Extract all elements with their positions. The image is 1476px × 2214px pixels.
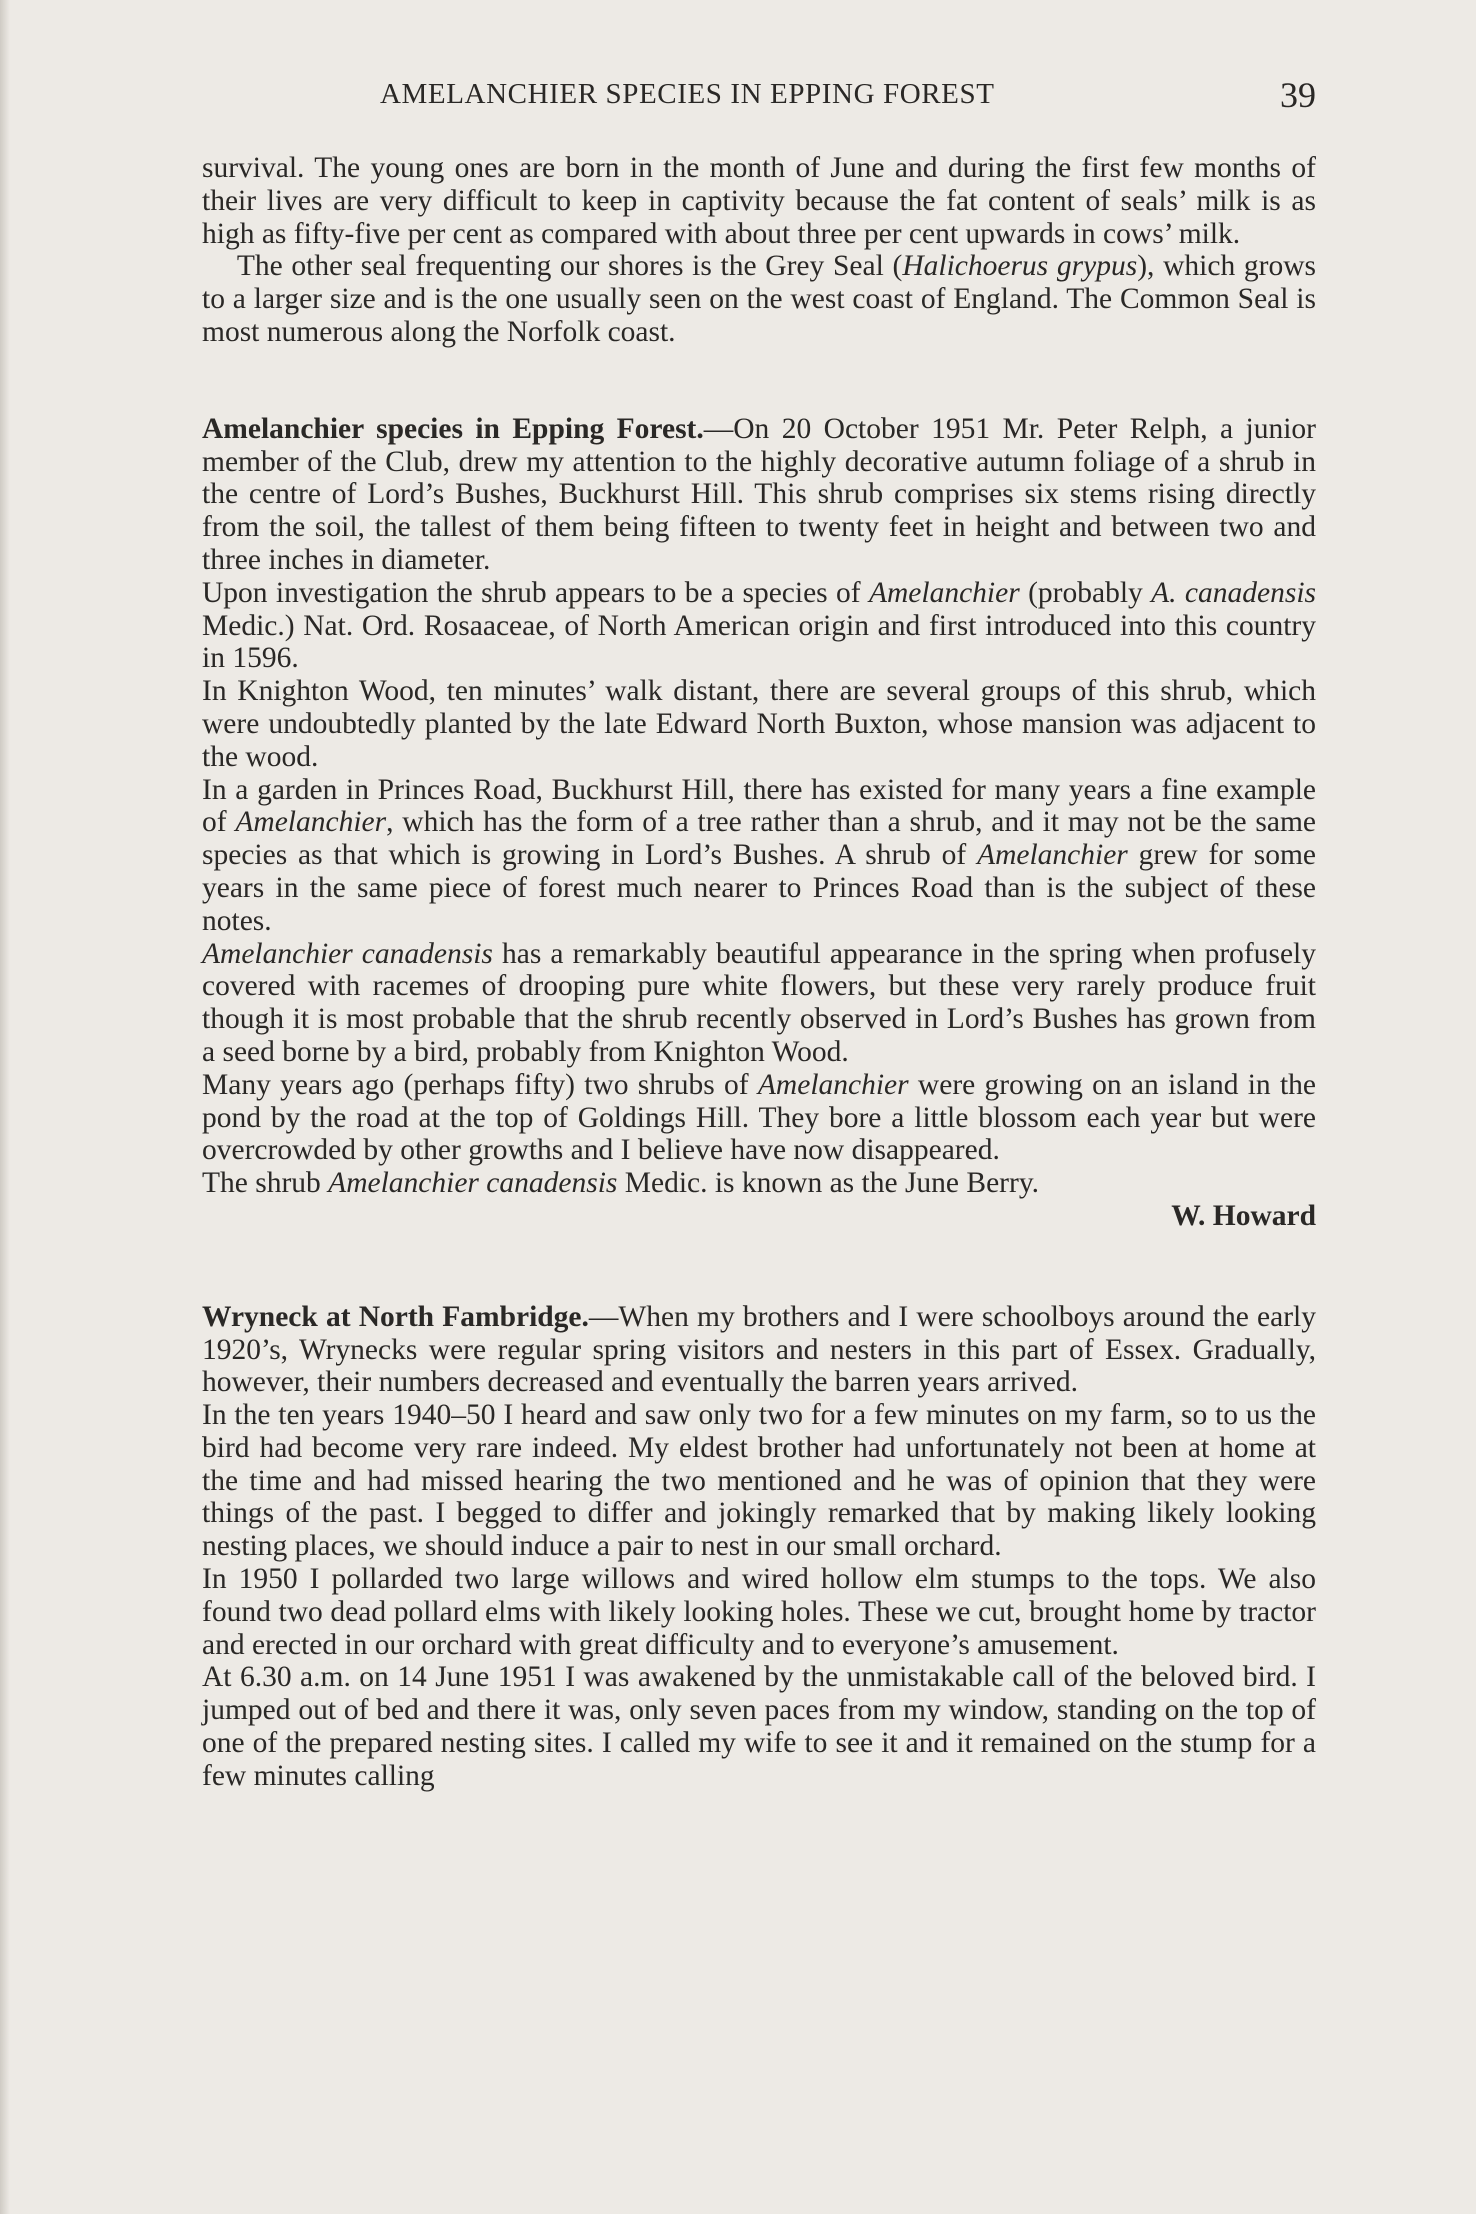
- wryneck-paragraph-2: In the ten years 1940–50 I heard and saw only two for a few minutes on my farm, so to us the bird had become very rare indeed. My eldest brother had unfortunately not been at home at the time and had missed hearing the two mentioned and he was of opinion that they were things of the past. I begged to differ and jokingly remarked that by making likely looking nesting places, we should induce a pair to nest in our small orchard.: [202, 1399, 1316, 1563]
- amelanchier-paragraph-7: The shrub Amelanchier canadensis Medic. is known as the June Berry.: [202, 1167, 1040, 1200]
- wryneck-paragraph-3: In 1950 I pollarded two large willows and wired hollow elm stumps to the tops. We also found two dead pollard elms with likely looking holes. These we cut, brought home by tractor and erected in our orchard with great difficulty and to everyone’s amusement.: [202, 1563, 1316, 1661]
- amelanchier-note: [202, 413, 1316, 1233]
- running-head: [202, 75, 1316, 118]
- wryneck-note: [202, 1301, 1316, 1793]
- species-name: Halichoerus grypus: [902, 250, 1138, 283]
- seal-paragraph-2: The other seal frequenting our shores is the Grey Seal (Halichoerus grypus), which grows to a larger size and is the one usually seen on the west coast of England. The Common Seal is most numerous along the Norfolk coast.: [202, 250, 1317, 348]
- running-title: AMELANCHIER SPECIES IN EPPING FOREST: [380, 78, 995, 110]
- amelanchier-paragraph-4: In a garden in Princes Road, Buckhurst Hill, there has existed for many years a fine example of Amelanchier, which has the form of a tree rather than a shrub, and it may not be the same species as that which is growing in Lord’s Bushes. A shrub of Amelanchier grew for some years in the same piece of forest much nearer to Princes Road than is the subject of these notes.: [202, 773, 1317, 937]
- wryneck-paragraph-1: Wryneck at North Fambridge.—When my brothers and I were schoolboys around the early 1920’s, Wrynecks were regular spring visitors and nesters in this part of Essex. Gradually, however, their numbers decreased and eventually the barren years arrived.: [202, 1300, 1316, 1399]
- text-block: [202, 152, 1316, 1793]
- page-number: 39: [1280, 75, 1316, 115]
- author-signature: W. Howard: [1171, 1199, 1316, 1232]
- amelanchier-paragraph-3: In Knighton Wood, ten minutes’ walk distant, there are several groups of this shrub, which were undoubtedly planted by the late Edward North Buxton, whose mansion was adjacent to the wood.: [202, 675, 1316, 773]
- seal-paragraph-1: survival. The young ones are born in the month of June and during the first few months of their lives are very difficult to keep in captivity because the fat content of seals’ milk is as high as fifty-five per cent as compared with about three per cent upwards in cows’ milk.: [202, 152, 1316, 250]
- amelanchier-paragraph-5: Amelanchier canadensis has a remarkably beautiful appearance in the spring when profusely covered with racemes of drooping pure white flowers, but these very rarely produce fruit though it is most probable that the shrub recently observed in Lord’s Bushes has grown from a seed borne by a bird, probably from Knighton Wood.: [202, 937, 1316, 1068]
- amelanchier-paragraph-1: Amelanchier species in Epping Forest.—On 20 October 1951 Mr. Peter Relph, a junior member of the Club, drew my attention to the highly decorative autumn foliage of a shrub in the centre of Lord’s Bushes, Buckhurst Hill. This shrub comprises six stems rising directly from the soil, the tallest of them being fifteen to twenty feet in height and between two and three inches in diameter.: [202, 412, 1316, 576]
- page-spine-shadow: [0, 0, 10, 2214]
- wryneck-heading: Wryneck at North Fambridge.: [202, 1300, 589, 1333]
- amelanchier-paragraph-2: Upon investigation the shrub appears to be a species of Amelanchier (probably A. canadensis Medic.) Nat. Ord. Rosaaceae, of North American origin and first introduced into this country in 1596.: [202, 576, 1316, 675]
- amelanchier-heading: Amelanchier species in Epping Forest.: [202, 412, 704, 445]
- wryneck-paragraph-4: At 6.30 a.m. on 14 June 1951 I was awakened by the unmistakable call of the beloved bird. I jumped out of bed and there it was, only seven paces from my window, standing on the top of one of the prepared nesting sites. I called my wife to see it and it remained on the stump for a few minutes calling: [202, 1661, 1316, 1792]
- amelanchier-paragraph-6: Many years ago (perhaps fifty) two shrubs of Amelanchier were growing on an island in the pond by the road at the top of Goldings Hill. They bore a little blossom each year but were overcrowded by other growths and I believe have now disappeared.: [202, 1068, 1316, 1167]
